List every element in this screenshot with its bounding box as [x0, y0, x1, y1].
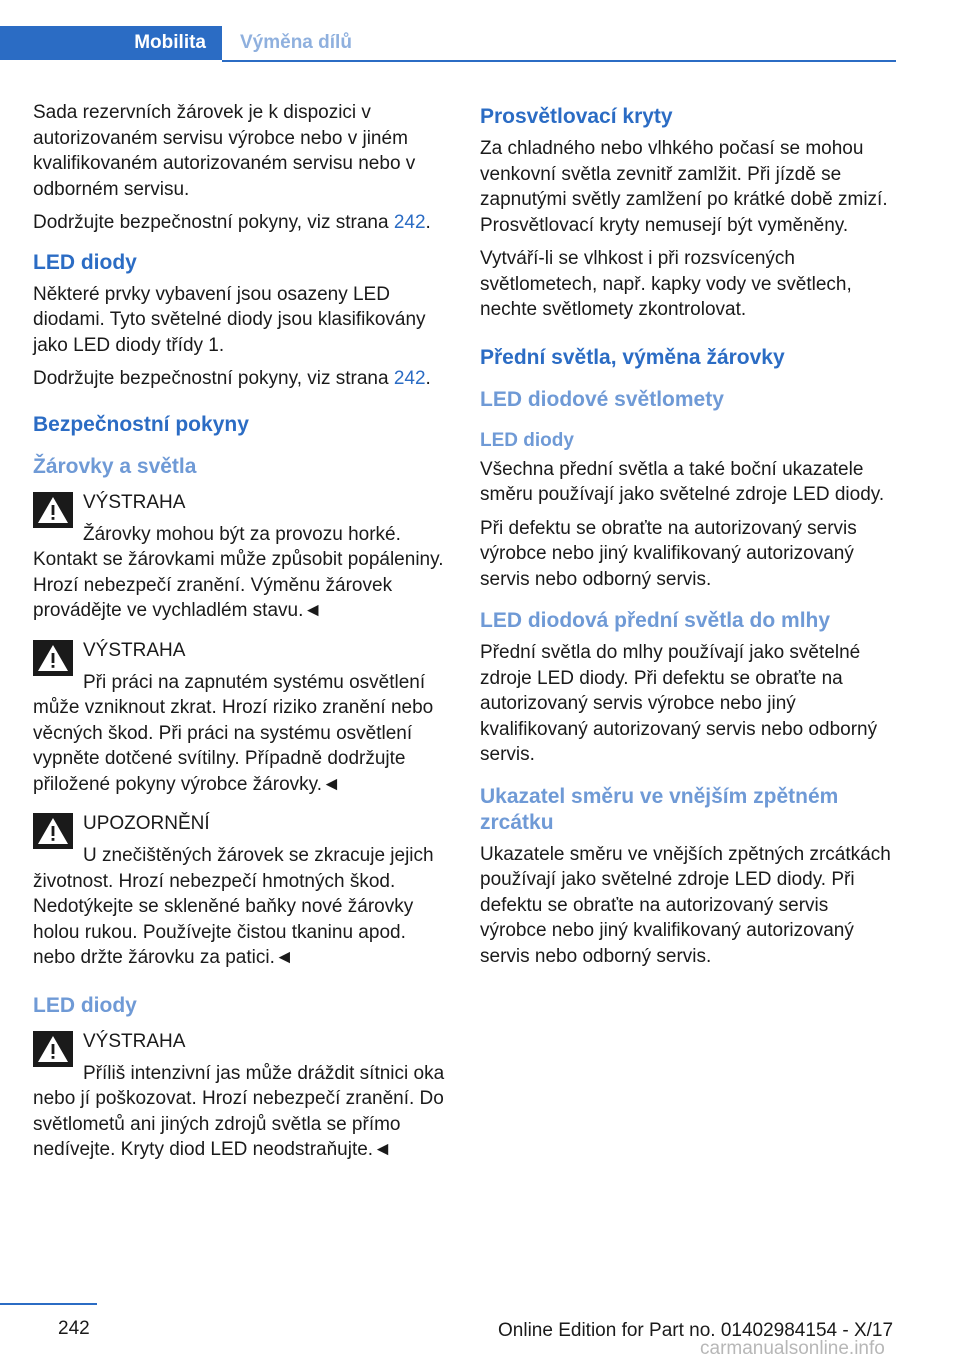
notice-block: [33, 811, 449, 971]
page-link[interactable]: 242: [393, 368, 426, 389]
warning-block: [33, 1029, 449, 1163]
section-heading: LED diody: [33, 250, 137, 274]
paragraph: Dodržujte bezpečnostní pokyny, viz strana 242.: [33, 212, 431, 233]
subsection-heading: Ukazatel směru ve vnějším zpětném zrcátku: [480, 784, 839, 834]
warning-text: Při práci na zapnutém systému osvětlení může vzniknout zkrat. Hrozí riziko zranění nebo věcných škod. Při práci na systému osvětlení vypněte dotčené svítilny. Případně dodržujte přiložené pokyny výrobce žárovky.◄: [33, 671, 434, 795]
warning-text: Žárovky mohou být za provozu horké. Kontakt se žárovkami může způsobit popáleniny. Hrozí nebezpečí zranění. Výměnu žárovek provádějte ve vychladlém stavu.◄: [33, 523, 444, 621]
warning-icon: [33, 640, 73, 676]
right-column: [480, 100, 895, 977]
warning-icon: [33, 1031, 73, 1067]
notice-title: UPOZORNĚNÍ: [83, 813, 210, 834]
left-column: [33, 100, 449, 1177]
edition-text: Online Edition for Part no. 01402984154 - X/17: [498, 1320, 894, 1341]
paragraph: Vytváří-li se vlhkost i při rozsvícených světlometech, např. kapky vody ve světlech, nechte světlomety zkontrolovat.: [480, 248, 852, 320]
warning-title: VÝSTRAHA: [83, 491, 186, 513]
paragraph: Dodržujte bezpečnostní pokyny, viz strana 242.: [33, 368, 431, 389]
subsection-heading: LED diodová přední světla do mlhy: [480, 609, 831, 632]
minor-heading: LED diody: [480, 429, 574, 451]
warning-block: [33, 490, 449, 624]
paragraph: Sada rezervních žárovek je k dispozici v autorizovaném servisu výrobce nebo v jiném kvalifikovaném autorizovaném servisu nebo v odborném servisu.: [33, 102, 416, 200]
watermark: carmanualsonline.info: [700, 1338, 885, 1359]
header-tabs: [0, 26, 896, 62]
page-number: 242: [58, 1318, 90, 1339]
warning-title: VÝSTRAHA: [83, 639, 186, 661]
subsection-heading: LED diody: [33, 993, 137, 1017]
subsection-heading: Žárovky a světla: [33, 454, 197, 478]
page-link[interactable]: 242: [393, 212, 426, 233]
paragraph: Za chladného nebo vlhkého počasí se mohou venkovní světla zevnitř zamlžit. Při jízdě se zapnutými světly zamlžení po krátké době zmizí. Prosvětlovací kryty nemusejí být vyměněny.: [480, 138, 888, 236]
tab-vymena-dilu[interactable]: Výměna dílů: [240, 32, 352, 53]
paragraph: Při defektu se obraťte na autorizovaný servis výrobce nebo jiný kvalifikovaný autorizovaný servis nebo odborný servis.: [480, 517, 857, 590]
warning-icon: [33, 492, 73, 528]
section-heading: Přední světla, výměna žárovky: [480, 345, 785, 369]
warning-text: Příliš intenzivní jas může dráždit sítnici oka nebo jí poškozovat. Hrozí nebezpečí zranění. Do světlometů ani jiných zdrojů světla se přímo nedívejte. Kryty diod LED neodstraňujte.◄: [33, 1062, 445, 1160]
paragraph: Přední světla do mlhy používají jako světelné zdroje LED diody. Při defektu se obraťte na autorizovaný servis výrobce nebo jiný kvalifikovaný autorizovaný servis nebo odborný servis.: [480, 642, 878, 765]
paragraph: Některé prvky vybavení jsou osazeny LED diodami. Tyto světelné diody jsou klasifikovány jako LED diody třídy 1.: [33, 283, 426, 356]
paragraph: Všechna přední světla a také boční ukazatele směru používají jako světelné zdroje LED diody.: [480, 458, 885, 505]
subsection-heading: LED diodové světlomety: [480, 387, 724, 411]
footer-rule: [0, 1303, 97, 1305]
section-heading: Prosvětlovací kryty: [480, 105, 673, 128]
warning-block: [33, 638, 449, 798]
warning-title: VÝSTRAHA: [83, 1030, 186, 1052]
tab-mobilita[interactable]: Mobilita: [0, 26, 222, 60]
header-rule: [222, 60, 896, 62]
paragraph: Ukazatele směru ve vnějších zpětných zrcátkách používají jako světelné zdroje LED diody. Při defektu se obraťte na autorizovaný servis výrobce nebo jiný kvalifikovaný autorizovaný servis nebo odborný servis.: [480, 843, 891, 967]
notice-text: U znečištěných žárovek se zkracuje jejich životnost. Hrozí nebezpečí hmotných škod. Nedotýkejte se skleněné baňky nové žárovky holou rukou. Používejte čistou tkaninu apod. nebo držte žárovku za patici.◄: [33, 845, 434, 968]
notice-icon: [33, 813, 73, 849]
section-heading: Bezpečnostní pokyny: [33, 412, 249, 436]
